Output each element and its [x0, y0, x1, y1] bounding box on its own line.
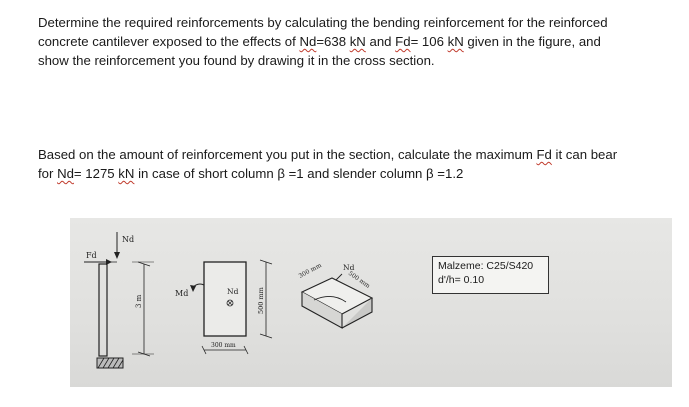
- q1-fd-value: = 106: [410, 34, 448, 49]
- q2-kn-unit: kN: [118, 166, 135, 181]
- q1-nd-symbol: Nd: [299, 34, 317, 49]
- q1-kn-unit-2: kN: [447, 34, 464, 49]
- q1-nd-value: =638: [316, 34, 350, 49]
- cover-ratio: d'/h= 0.10: [438, 274, 485, 286]
- height-label: 500 mm: [257, 287, 265, 314]
- nd-section-label: Nd: [227, 287, 239, 296]
- q1-line-2e: given in the figure, and: [463, 34, 601, 49]
- q2-line-1b: it can bear: [551, 147, 618, 162]
- q2-line-1a: Based on the amount of reinforcement you put in the section, calculate the maximum: [38, 147, 537, 162]
- figure-drawing: [70, 218, 672, 387]
- q2-fd-symbol: Fd: [536, 147, 552, 162]
- beam-nd-label: Nd: [343, 263, 355, 272]
- q2-nd-symbol: Nd: [57, 166, 74, 181]
- md-label: Md: [175, 289, 189, 298]
- md-arrow-head: [190, 285, 196, 292]
- length-label: 3 m: [135, 294, 143, 308]
- material-grade: Malzeme: C25/S420: [438, 260, 534, 272]
- cantilever-figure-photo: [70, 218, 672, 387]
- cantilever-column: [99, 264, 107, 356]
- q1-kn-unit-1: kN: [349, 34, 366, 49]
- width-label: 300 mm: [211, 342, 236, 349]
- question-2-text: [38, 145, 648, 183]
- beam-depth-label: 500 mm: [346, 269, 372, 290]
- fd-label: Fd: [86, 251, 97, 260]
- nd-arrow-head: [114, 252, 120, 259]
- q2-nd-value: = 1275: [73, 166, 119, 181]
- q1-line-2a: concrete cantilever exposed to the effects of: [38, 34, 300, 49]
- q1-and: and: [365, 34, 396, 49]
- material-info-box: [432, 256, 549, 294]
- cross-section-rect: [204, 262, 246, 336]
- q2-line-2c: in case of short column β =1 and slender column β =1.2: [134, 166, 464, 181]
- question-1-text: [38, 13, 648, 70]
- q2-line-2a: for: [38, 166, 58, 181]
- q1-line-1: Determine the required reinforcements by calculating the bending reinforcement for the reinforced: [38, 15, 608, 30]
- q1-fd-symbol: Fd: [395, 34, 411, 49]
- beam-width-label: 300 mm: [297, 261, 323, 280]
- q1-line-3: show the reinforcement you found by drawing it in the cross section.: [38, 53, 435, 68]
- nd-top-label: Nd: [122, 235, 135, 244]
